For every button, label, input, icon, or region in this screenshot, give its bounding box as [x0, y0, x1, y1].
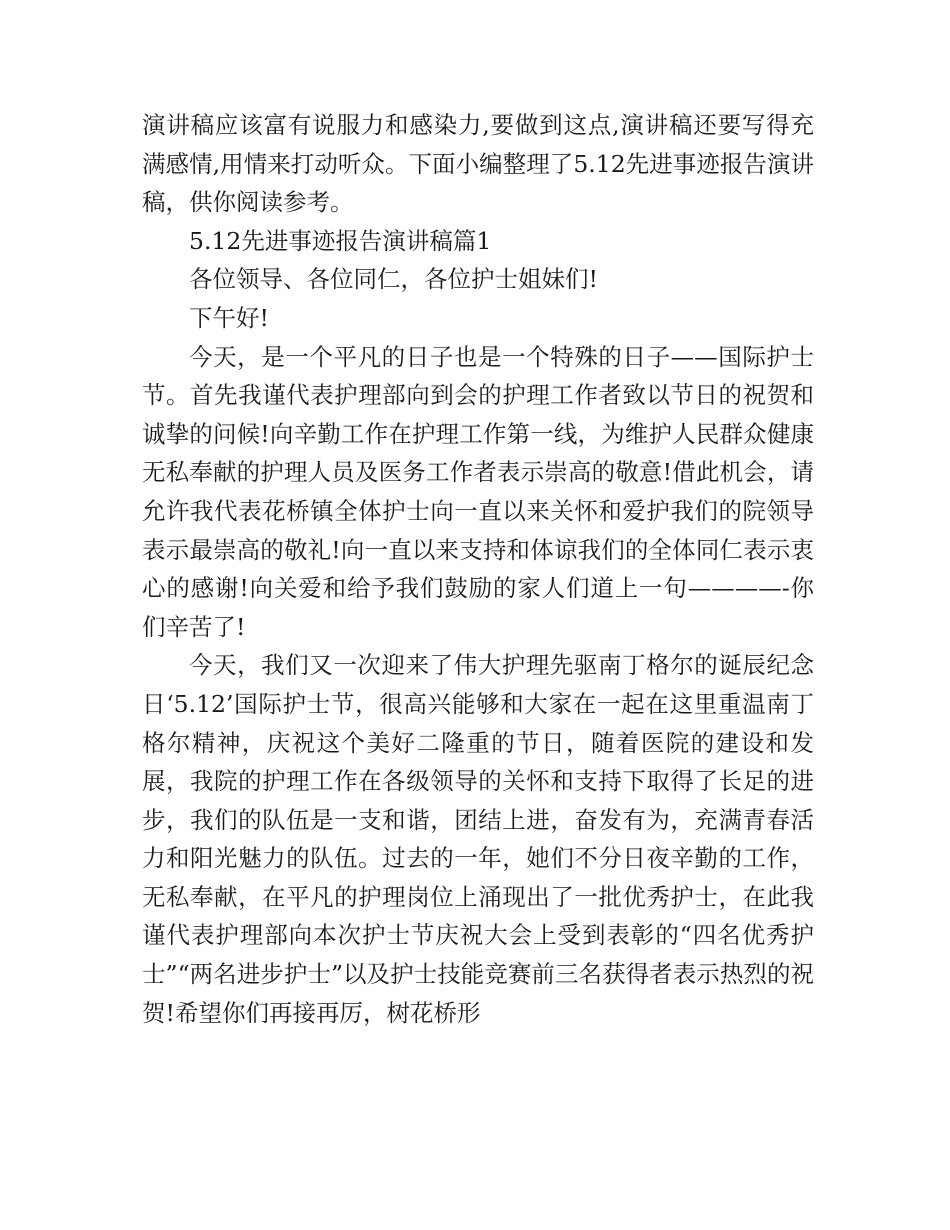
section-title: 5.12先进事迹报告演讲稿篇1	[189, 226, 492, 255]
intro-paragraph: 演讲稿应该富有说服力和感染力,要做到这点,演讲稿还要写得充满感情,用情来打动听众。下面小编整理了5.12先进事迹报告演讲稿，供你阅读参考。	[142, 111, 814, 217]
greeting: 下午好!	[189, 303, 269, 332]
body-paragraph-1: 今天，是一个平凡的日子也是一个特殊的日子——国际护士节。首先我谨代表护理部向到会的护理工作者致以节日的祝贺和诚挚的问候!向辛勤工作在护理工作第一线，为维护人民群众健康无私奉献的护理人员及医务工作者表示崇高的敬意!借此机会，请允许我代表花桥镇全体护士向一直以来关怀和爱护我们的院领导表示最崇高的敬礼!向一直以来支持和体谅我们的全体同仁表示衷心的感谢!向关爱和给予我们鼓励的家人们道上一句————-你们辛苦了!	[142, 342, 814, 641]
document-body	[142, 106, 814, 1032]
salutation: 各位领导、各位同仁，各位护士姐妹们!	[189, 265, 598, 294]
body-paragraph-2: 今天，我们又一次迎来了伟大护理先驱南丁格尔的诞辰纪念日‘5.12’国际护士节，很高兴能够和大家在一起在这里重温南丁格尔精神，庆祝这个美好二隆重的节日，随着医院的建设和发展，我院的护理工作在各级领导的关怀和支持下取得了长足的进步，我们的队伍是一支和谐，团结上进，奋发有为，充满青春活力和阳光魅力的队伍。过去的一年，她们不分日夜辛勤的工作，无私奉献，在平凡的护理岗位上涌现出了一批优秀护士，在此我谨代表护理部向本次护士节庆祝大会上受到表彰的“四名优秀护士”“两名进步护士”以及护士技能竞赛前三名获得者表示热烈的祝贺!希望你们再接再厉，树花桥形	[142, 651, 814, 1027]
